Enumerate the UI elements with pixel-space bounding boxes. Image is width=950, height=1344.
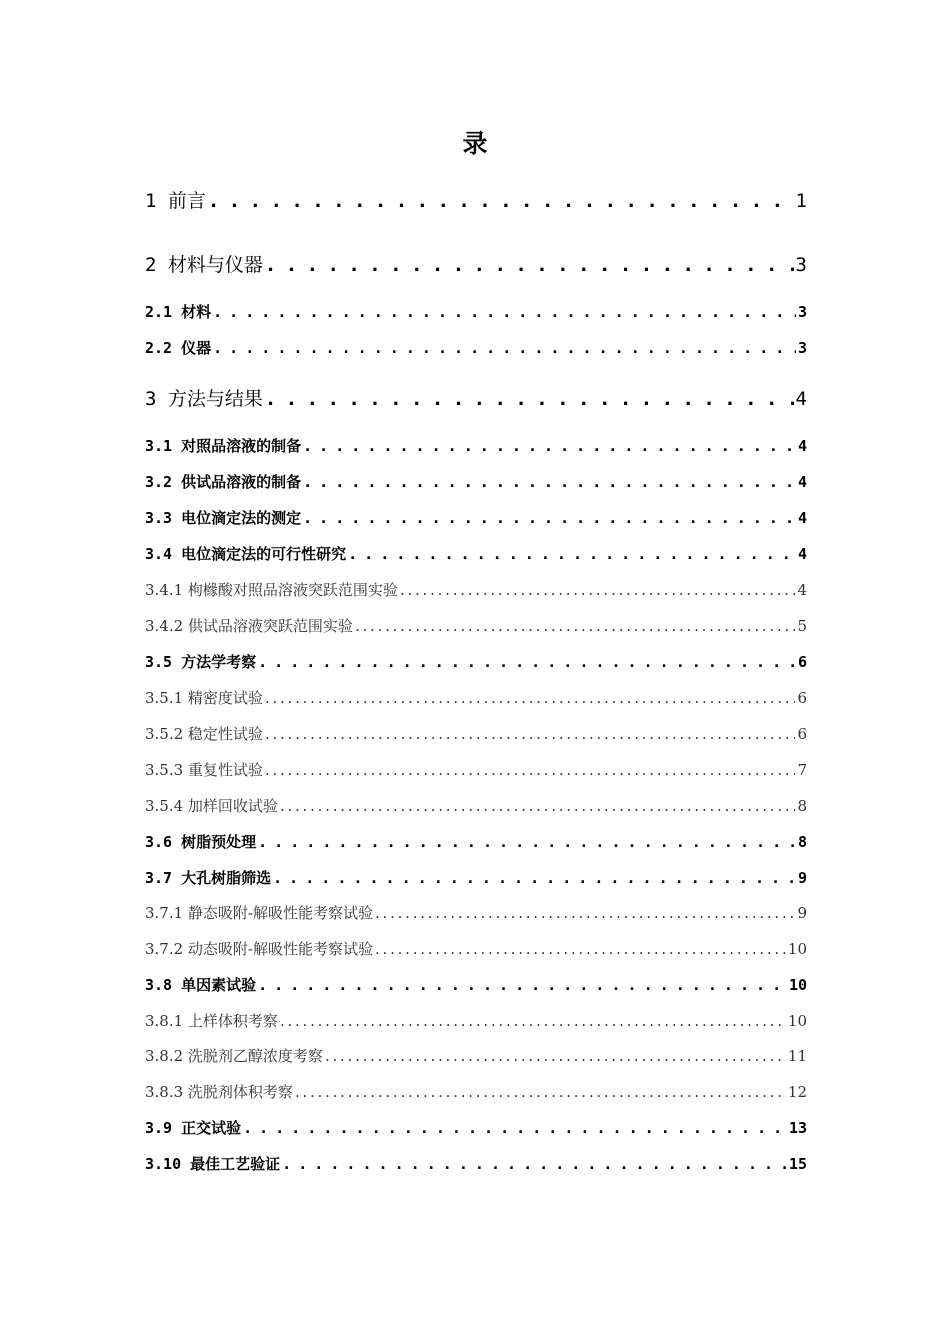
toc-entry-page: 7: [797, 761, 807, 779]
toc-entry[interactable]: [145, 651, 807, 672]
toc-entry[interactable]: [145, 759, 807, 780]
toc-entry-page: 10: [787, 1012, 807, 1030]
toc-entry-page: 9: [797, 869, 807, 887]
toc-entry[interactable]: [145, 337, 807, 358]
toc-entry-label: 3.5.2 稳定性试验: [145, 725, 263, 743]
toc-entry-page: 5: [797, 617, 807, 635]
leader-dots: [265, 689, 796, 707]
toc-entry[interactable]: [145, 723, 807, 744]
toc-entry-page: 11: [787, 1047, 807, 1065]
toc-entry-label: 3.8 单因素试验: [145, 976, 257, 994]
toc-entry-label: 3.7 大孔树脂筛选: [145, 869, 272, 887]
leader-dots: [303, 509, 796, 527]
leader-dots: [295, 1083, 786, 1101]
leader-dots: [303, 473, 796, 491]
toc-entry[interactable]: [145, 795, 807, 816]
leader-dots: [243, 1119, 787, 1137]
toc-entry[interactable]: [145, 471, 807, 492]
toc-entry-page: 8: [797, 797, 807, 815]
toc-entry[interactable]: [145, 1117, 807, 1138]
toc-entry-label: 3.4.2 供试品溶液突跃范围实验: [145, 617, 353, 635]
toc-entry-label: 3.8.2 洗脱剂乙醇浓度考察: [145, 1047, 323, 1065]
toc-entry[interactable]: [145, 301, 807, 322]
toc-entry[interactable]: [145, 1010, 807, 1031]
toc-entry[interactable]: [145, 867, 807, 888]
toc-entry-label: 3.5.4 加样回收试验: [145, 797, 278, 815]
toc-entry-page: 6: [797, 689, 807, 707]
toc-entry-label: 3.3 电位滴定法的测定: [145, 509, 302, 527]
toc-entry[interactable]: [145, 384, 807, 411]
toc-entry-page: 10: [788, 976, 807, 994]
toc-entry-page: 4: [797, 509, 807, 527]
leader-dots: [258, 833, 796, 851]
toc-entry[interactable]: [145, 579, 807, 600]
toc-entry-page: 12: [787, 1083, 807, 1101]
toc-entry-page: 4: [797, 581, 807, 599]
toc-entry-page: 6: [797, 653, 807, 671]
toc-entry-label: 3.6 树脂预处理: [145, 833, 257, 851]
toc-entry-label: 3.4 电位滴定法的可行性研究: [145, 545, 347, 563]
toc-entry-label: 3.5.1 精密度试验: [145, 689, 263, 707]
toc-entry[interactable]: [145, 435, 807, 456]
toc-entry-label: 3 方法与结果: [145, 388, 263, 410]
leader-dots: [375, 904, 795, 922]
toc-entry-label: 3.8.3 洗脱剂体积考察: [145, 1083, 293, 1101]
toc-entry-page: 8: [797, 833, 807, 851]
toc-entry-page: 1: [795, 190, 807, 212]
toc-entry[interactable]: [145, 186, 807, 213]
leader-dots: [355, 617, 796, 635]
toc-entry-label: 3.4.1 枸橼酸对照品溶液突跃范围实验: [145, 581, 398, 599]
leader-dots: [258, 976, 787, 994]
leader-dots: [213, 339, 796, 357]
leader-dots: [273, 869, 796, 887]
leader-dots: [265, 725, 796, 743]
leader-dots: [213, 303, 796, 321]
leader-dots: [265, 761, 796, 779]
toc-entry[interactable]: [145, 615, 807, 636]
toc-entry[interactable]: [145, 1081, 807, 1102]
toc-entry-label: 3.2 供试品溶液的制备: [145, 473, 302, 491]
leader-dots: [208, 190, 794, 212]
toc-entry-page: 10: [787, 940, 807, 958]
toc-entry-label: 3.1 对照品溶液的制备: [145, 437, 302, 455]
toc-entry-label: 3.10 最佳工艺验证: [145, 1155, 281, 1173]
leader-dots: [265, 388, 794, 410]
toc-entry[interactable]: [145, 902, 807, 923]
toc-entry-label: 1 前言: [145, 190, 206, 212]
toc-entry-page: 15: [788, 1155, 807, 1173]
leader-dots: [258, 653, 796, 671]
toc-entry-label: 3.5.3 重复性试验: [145, 761, 263, 779]
toc-entry-page: 6: [797, 725, 807, 743]
toc-entry-page: 4: [797, 437, 807, 455]
toc-entry-label: 2.2 仪器: [145, 339, 212, 357]
leader-dots: [325, 1047, 786, 1065]
toc-entry[interactable]: [145, 507, 807, 528]
toc-entry[interactable]: [145, 687, 807, 708]
leader-dots: [282, 1155, 787, 1173]
toc-entry-label: 2 材料与仪器: [145, 254, 263, 276]
leader-dots: [280, 797, 796, 815]
toc-entry-page: 4: [797, 473, 807, 491]
toc-entry-label: 3.8.1 上样体积考察: [145, 1012, 278, 1030]
leader-dots: [303, 437, 796, 455]
toc-entry[interactable]: [145, 938, 807, 959]
toc-entry[interactable]: [145, 543, 807, 564]
toc-entry-label: 3.7.1 静态吸附-解吸性能考察试验: [145, 904, 374, 922]
toc-entry-page: 3: [797, 339, 807, 357]
toc-entry-page: 9: [797, 904, 807, 922]
toc-entry[interactable]: [145, 1045, 807, 1066]
leader-dots: [348, 545, 796, 563]
toc-entry[interactable]: [145, 974, 807, 995]
leader-dots: [400, 581, 796, 599]
toc-entry[interactable]: [145, 831, 807, 852]
toc-entry-label: 3.9 正交试验: [145, 1119, 242, 1137]
toc-entry-page: 4: [797, 545, 807, 563]
toc-entry-page: 4: [795, 388, 807, 410]
toc-entry-label: 3.5 方法学考察: [145, 653, 257, 671]
leader-dots: [375, 940, 786, 958]
toc-entry-page: 3: [797, 303, 807, 321]
toc-title: 录: [462, 129, 488, 158]
leader-dots: [265, 254, 794, 276]
toc-entry-label: 3.7.2 动态吸附-解吸性能考察试验: [145, 940, 374, 958]
toc-entry-page: 13: [788, 1119, 807, 1137]
toc-entry-page: 3: [795, 254, 807, 276]
toc-entry-label: 2.1 材料: [145, 303, 212, 321]
toc-entry[interactable]: [145, 250, 807, 277]
leader-dots: [280, 1012, 786, 1030]
toc-entry[interactable]: [145, 1153, 807, 1174]
